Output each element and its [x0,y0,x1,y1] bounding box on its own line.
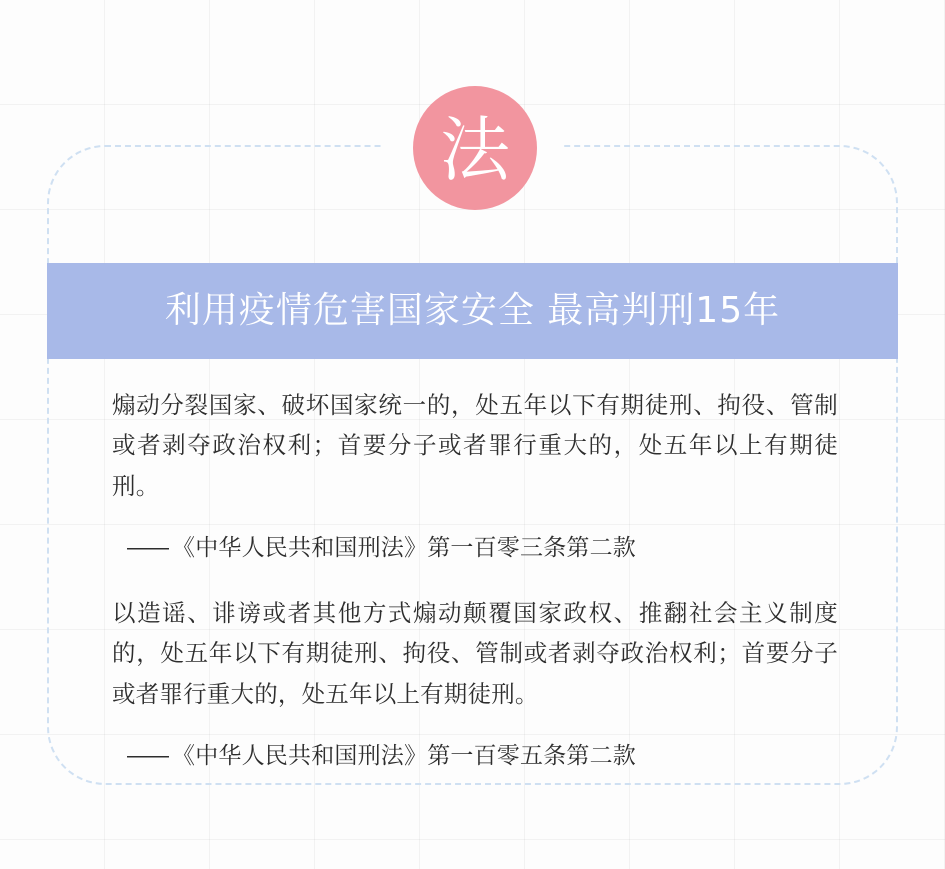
citation-text: 《中华人民共和国刑法》第一百零三条第二款 [172,535,636,562]
law-seal [413,86,537,210]
seal-character: 法 [440,109,510,191]
law-paragraph: 煽动分裂国家、破坏国家统一的，处五年以下有期徒刑、拘役、管制或者剥夺政治权利；首要分子或者罪行重大的，处五年以上有期徒刑。 [112,391,838,500]
pink-circle-seal-icon [413,86,537,210]
citation-dash: —— [126,535,168,562]
body-content [112,385,838,775]
title-band [47,263,898,359]
citation-text: 《中华人民共和国刑法》第一百零五条第二款 [172,743,636,770]
law-paragraph: 以造谣、诽谤或者其他方式煽动颠覆国家政权、推翻社会主义制度的，处五年以下有期徒刑、拘役、管制或者剥夺政治权利；首要分子或者罪行重大的，处五年以上有期徒刑。 [112,599,838,708]
law-citation [112,530,838,567]
law-citation [112,738,838,775]
page-title: 利用疫情危害国家安全 最高判刑15年 [164,290,781,332]
citation-dash: —— [126,743,168,770]
